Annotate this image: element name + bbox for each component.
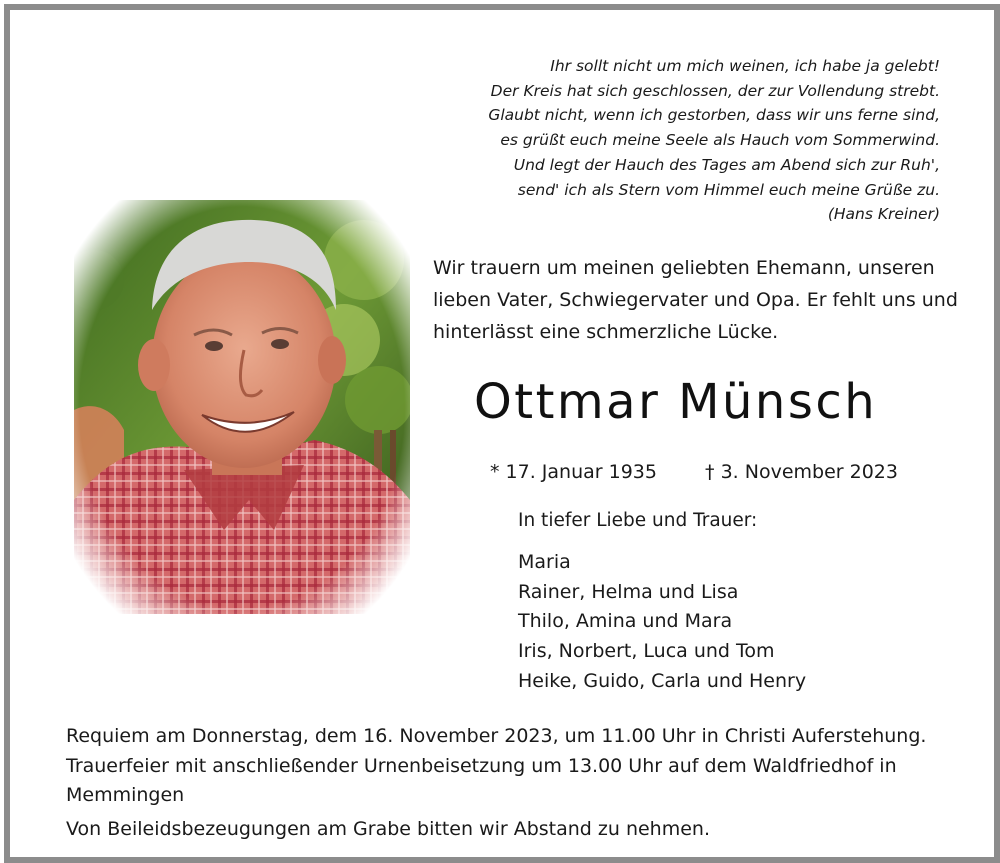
death-date: † 3. November 2023: [705, 461, 898, 483]
poem-block: [488, 54, 940, 227]
mourner-item: Rainer, Helma und Lisa: [518, 580, 739, 603]
closing-note: Von Beileidsbezeugungen am Grabe bitten wir Abstand zu nehmen.: [66, 818, 711, 840]
notice-frame: [4, 4, 1000, 863]
deceased-name: Ottmar Münsch: [474, 374, 878, 430]
poem-line: Der Kreis hat sich geschlossen, der zur Vollendung strebt.: [490, 81, 940, 100]
mourner-item: Maria: [518, 551, 571, 573]
poem-author: (Hans Kreiner): [827, 205, 940, 224]
life-dates: [490, 461, 898, 483]
birth-date: * 17. Januar 1935: [490, 461, 657, 483]
poem-line: Und legt der Hauch des Tages am Abend sich zur Ruh',: [513, 155, 940, 174]
notice-content: [24, 24, 984, 859]
intro-line: lieben Vater, Schwiegervater und Opa. Er fehlt uns und: [433, 289, 958, 311]
mourners-list: [518, 548, 806, 697]
service-line: Trauerfeier mit anschließender Urnenbeisetzung um 13.00 Uhr auf dem Waldfriedhof in: [66, 754, 897, 777]
poem-line: es grüßt euch meine Seele als Hauch vom Sommerwind.: [500, 131, 940, 150]
service-line: Requiem am Donnerstag, dem 16. November 2023, um 11.00 Uhr in Christi Auferstehung.: [66, 725, 927, 747]
mourner-item: Heike, Guido, Carla und Henry: [518, 669, 807, 692]
mourning-title: In tiefer Liebe und Trauer:: [518, 510, 758, 531]
portrait-photo: [74, 200, 410, 614]
intro-line: hinterlässt eine schmerzliche Lücke.: [433, 321, 779, 343]
mourner-item: Thilo, Amina und Mara: [518, 610, 733, 633]
intro-text: [433, 252, 973, 348]
poem-line: Glaubt nicht, wenn ich gestorben, dass wir uns ferne sind,: [488, 106, 940, 125]
poem-line: send' ich als Stern vom Himmel euch meine Grüße zu.: [517, 180, 940, 199]
intro-line: Wir trauern um meinen geliebten Ehemann, unseren: [433, 257, 935, 279]
mourner-item: Iris, Norbert, Luca und Tom: [518, 640, 775, 663]
service-info: [66, 722, 966, 811]
poem-line: Ihr sollt nicht um mich weinen, ich habe ja gelebt!: [550, 57, 940, 75]
service-line: Memmingen: [66, 784, 185, 806]
